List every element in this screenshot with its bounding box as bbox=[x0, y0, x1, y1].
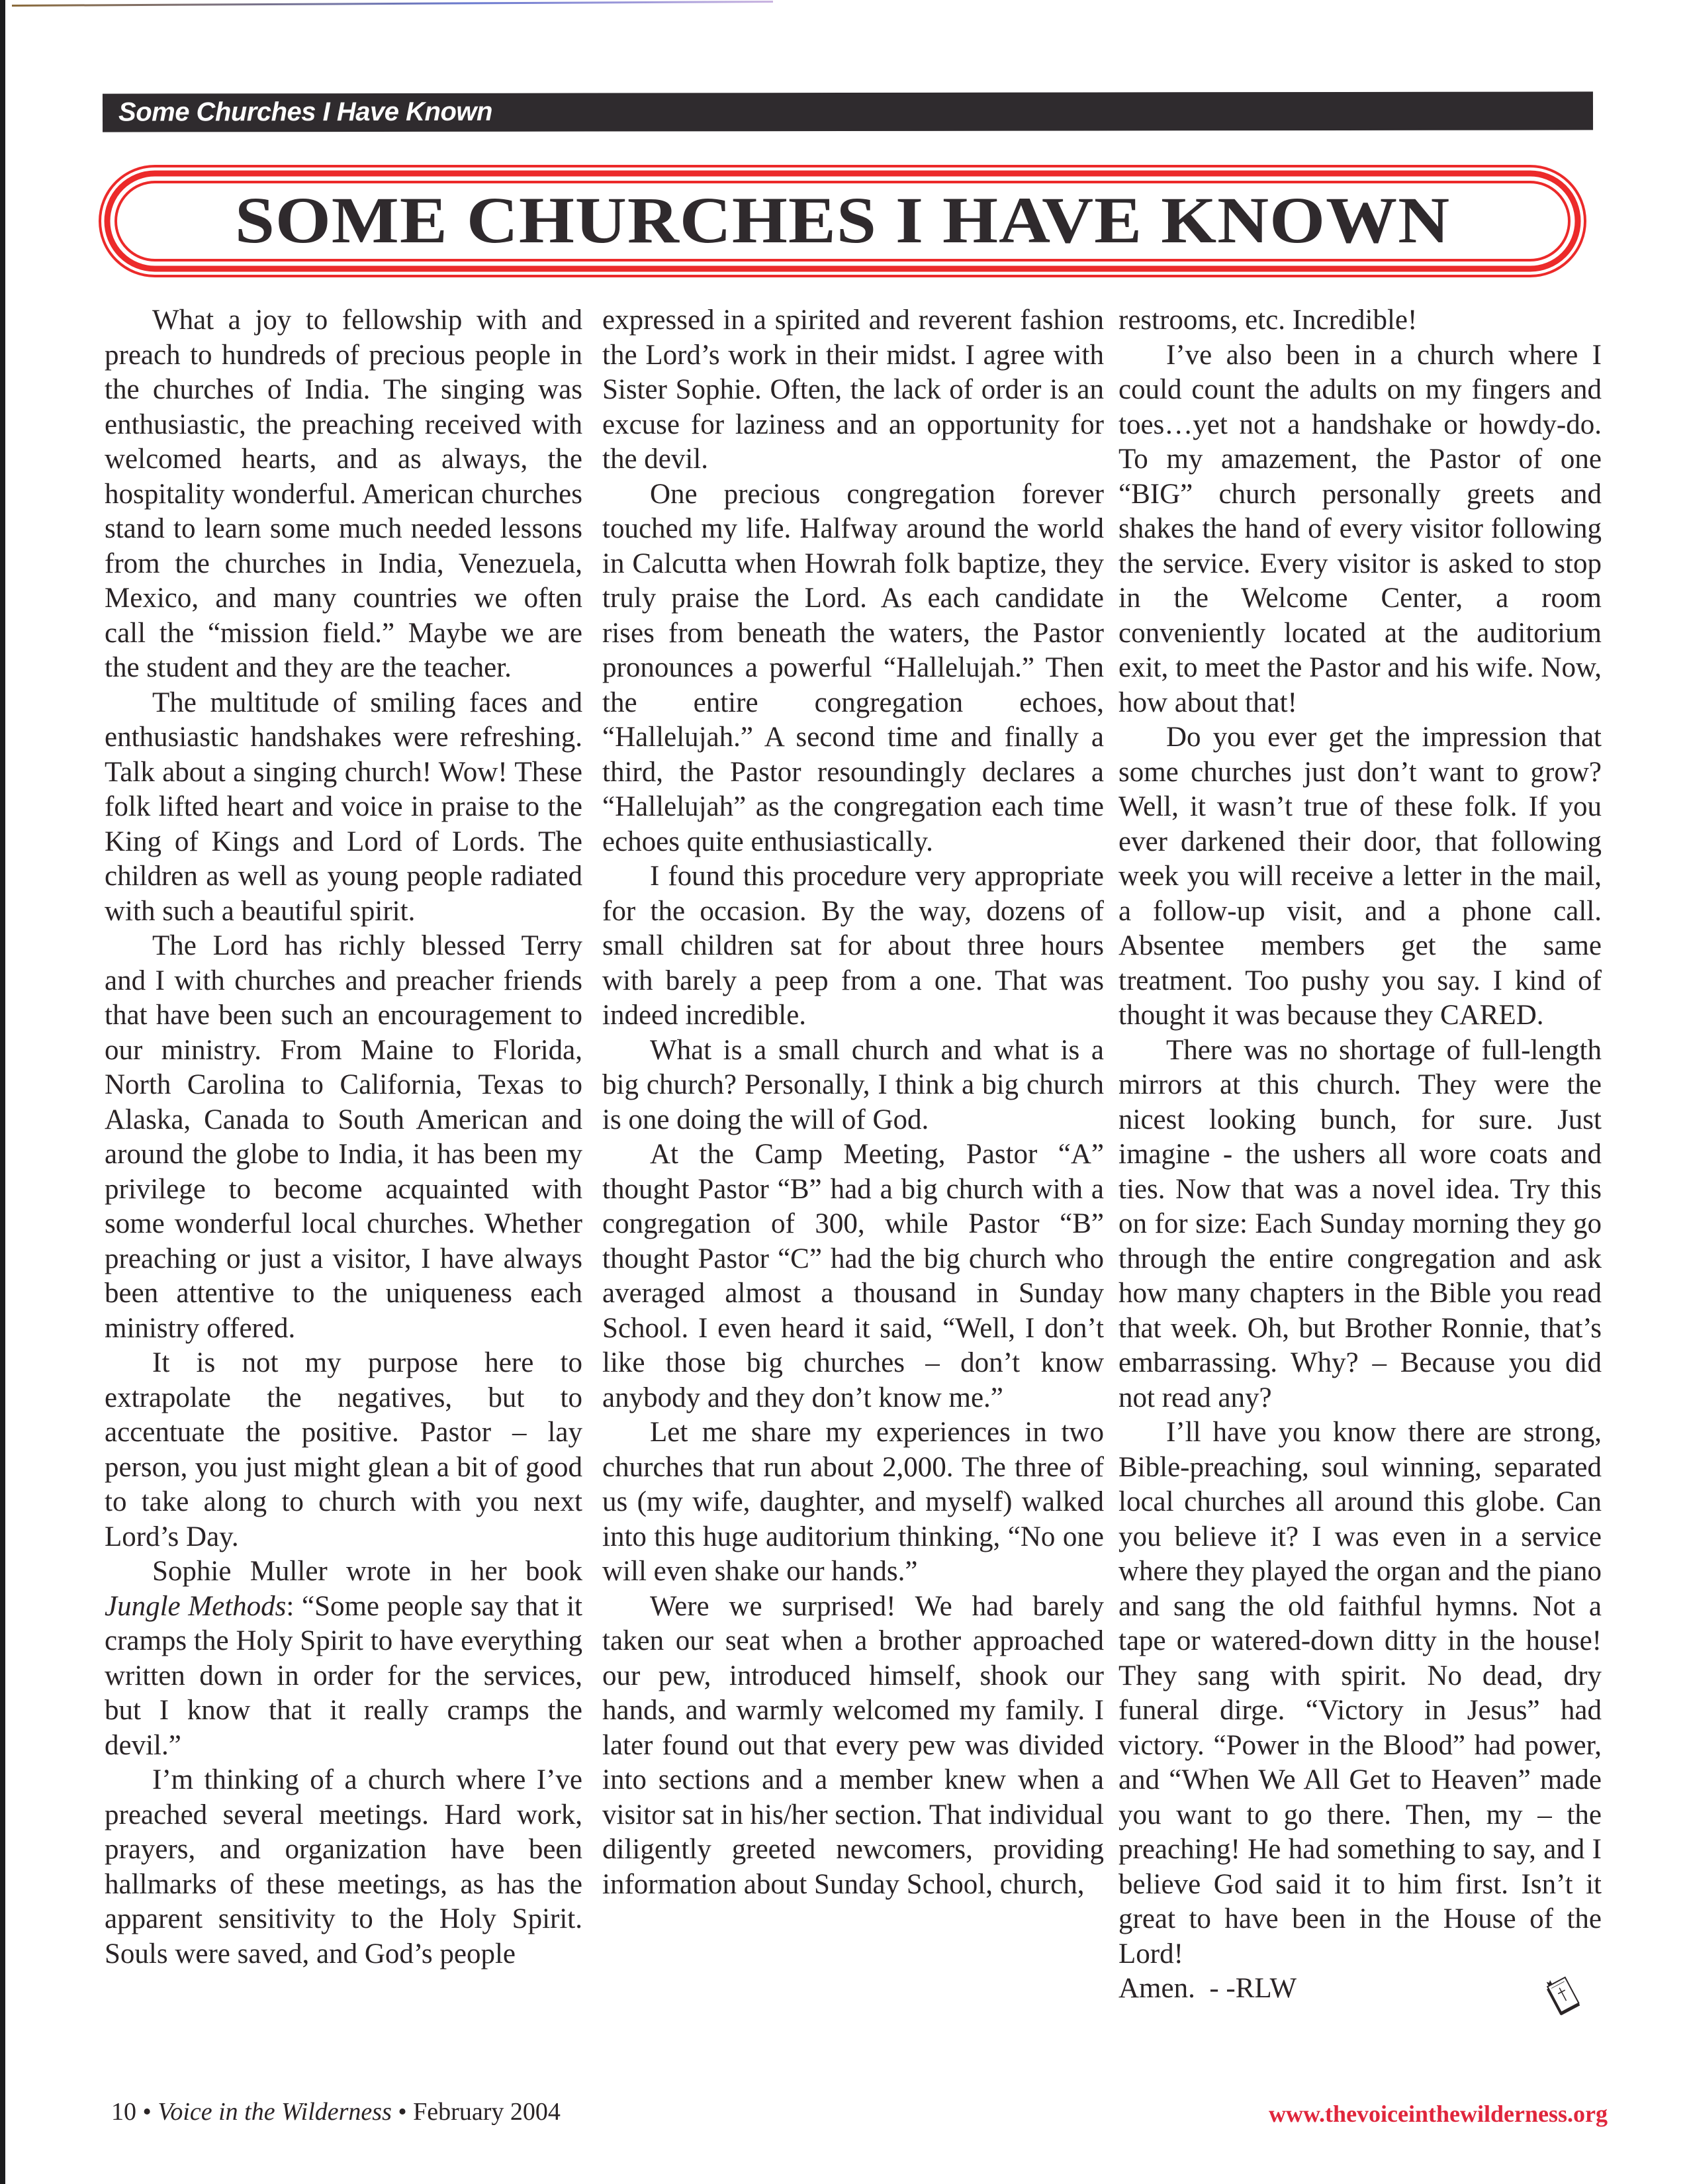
paragraph: I’ll have you know there are strong, Bible-preaching, soul winning, separated local churches all around this globe. Can you believe it? I was even in a service where they played the organ and the piano and sang the old faithful hymns. Not a tape or watered-down ditty in the house! They sang with spirit. No dead, dry funeral dirge. “Victory in Jesus” had victory. “Power in the Blood” had power, and “When We All Get to Heaven” made you want to go there. Then, my – the preaching! He had something to say, and I believe God said it to him first. Isn’t it great to have been in the House of the Lord! bbox=[1118, 1417, 1602, 1970]
page-footer-left bbox=[111, 2097, 561, 2126]
paragraph: What is a small church and what is a big church? Personally, I think a big church is one doing the will of God. bbox=[602, 1034, 1104, 1135]
paragraph: The multitude of smiling faces and enthusiastic handshakes were refreshing. Talk about a singing church! Wow! These folk lifted heart and voice in praise to the King of Kings and Lord of Lords. The children as well as young people radiated with such a beautiful spirit. bbox=[105, 687, 582, 927]
paragraph: It is not my purpose here to extrapolate the negatives, but to accentuate the positive. Pastor – lay person, you just might glean a bit of good to take along to church with you next Lord’s Day. bbox=[105, 1347, 582, 1552]
scan-top-rule bbox=[12, 1, 773, 7]
issue-date: February 2004 bbox=[413, 2098, 561, 2126]
signoff-row bbox=[1118, 1971, 1602, 2018]
text-span: : “Some people say that it cramps the Holy Spirit to have everything written down in order for the services, but I know that it really cramps the devil.” bbox=[105, 1590, 582, 1761]
article-column-1 bbox=[105, 303, 582, 1971]
article-column-3 bbox=[1118, 303, 1602, 2018]
text-span: Sophie Muller wrote in her book bbox=[152, 1556, 582, 1587]
article-column-2 bbox=[602, 303, 1104, 1902]
paragraph: I found this procedure very appropriate for the occasion. By the way, dozens of small children sat for about three hours with barely a peep from a one. That was indeed incredible. bbox=[602, 861, 1104, 1031]
paragraph: The Lord has richly blessed Terry and I with churches and preacher friends that have been such an encouragement to our ministry. From Maine to Florida, North Carolina to California, Texas to Alaska, Canada to South American and around the globe to India, it has been my privilege to become acquainted with some wonderful local churches. Whether preaching or just a visitor, I have always been attentive to the uniqueness each ministry offered. bbox=[105, 930, 582, 1344]
paragraph: I’m thinking of a church where I’ve preached several meetings. Hard work, prayers, and organization have been hallmarks of these meetings, as has the apparent sensitivity to the Holy Spirit. Souls were saved, and God’s people bbox=[105, 1764, 582, 1970]
bible-icon bbox=[1545, 1974, 1586, 2018]
book-title: Jungle Methods bbox=[105, 1590, 287, 1622]
paragraph: What a joy to fellowship with and preach to hundreds of precious people in the churches of India. The singing was enthusiastic, the preaching received with welcomed hearts, and as always, the hospitality wonderful. American churches stand to learn some much needed lessons from the churches in India, Venezuela, Mexico, and many countries we often call the “mission field.” Maybe we are the student and they are the teacher. bbox=[105, 305, 582, 683]
paragraph bbox=[105, 1554, 582, 1763]
footer-separator: • bbox=[142, 2098, 152, 2126]
paragraph: There was no shortage of full-length mirrors at this church. They were the nicest looking bunch, for sure. Just imagine - the ushers all wore coats and ties. Now that was a novel idea. Try this on for size: Each Sunday morning they go through the entire congregation and ask how many chapters in the Bible you read that week. Oh, but Brother Ronnie, that’s embarrassing. Why? – Because you did not read any? bbox=[1118, 1034, 1602, 1413]
paragraph-continued: restrooms, etc. Incredible! bbox=[1118, 305, 1418, 336]
paragraph: One precious congregation forever touched my life. Halfway around the world in Calcutta when Howrah folk baptize, they truly praise the Lord. As each candidate rises from beneath the waters, the Pastor pronounces a powerful “Hallelujah.” Then the entire congregation echoes, “Hallelujah.” A second time and finally a third, the Pastor resoundingly declares a “Hallelujah” as the congregation each time echoes quite enthusiastically. bbox=[602, 478, 1104, 857]
paragraph: At the Camp Meeting, Pastor “A” thought Pastor “B” had a big church with a congregation of 300, while Pastor “B” thought Pastor “C” had the big church who averaged almost a thousand in Sunday School. I even heard it said, “Well, I don’t like those big churches – don’t know anybody and they don’t know me.” bbox=[602, 1139, 1104, 1413]
paragraph: Let me share my experiences in two churches that run about 2,000. The three of us (my wife, daughter, and myself) walked into this huge auditorium thinking, “No one will even shake our hands.” bbox=[602, 1417, 1104, 1587]
signoff: Amen. - -RLW bbox=[1118, 1973, 1297, 2004]
paragraph-continued: expressed in a spirited and reverent fashion the Lord’s work in their midst. I agree with Sister Sophie. Often, the lack of order is an excuse for laziness and an opportunity for the devil. bbox=[602, 305, 1104, 475]
website-link[interactable]: www.thevoiceinthewilderness.org bbox=[1269, 2101, 1608, 2127]
article-title-box bbox=[98, 164, 1587, 278]
footer-separator: • bbox=[398, 2098, 407, 2126]
article-title: SOME CHURCHES I HAVE KNOWN bbox=[234, 184, 1451, 258]
paragraph: I’ve also been in a church where I could count the adults on my fingers and toes…yet not a handshake or howdy-do. To my amazement, the Pastor of one “BIG” church personally greets and shakes the hand of every visitor following the service. Every visitor is asked to stop in the Welcome Center, a room conveniently located at the auditorium exit, to meet the Pastor and his wife. Now, how about that! bbox=[1118, 339, 1602, 718]
paragraph: Were we surprised! We had barely taken our seat when a brother approached our pew, introduced himself, shook our hands, and warmly welcomed my family. I later found out that every pew was divided into sections and a member knew when a visitor sat in his/her section. That individual diligently greeted newcomers, providing information about Sunday School, church, bbox=[602, 1590, 1104, 1900]
section-header-label: Some Churches I Have Known bbox=[118, 97, 492, 127]
publication-name: Voice in the Wilderness bbox=[158, 2098, 392, 2126]
scan-page-edge bbox=[0, 0, 5, 2184]
page-number: 10 bbox=[111, 2098, 136, 2126]
article-body bbox=[105, 303, 1602, 2077]
section-header-bar bbox=[103, 91, 1593, 132]
paragraph: Do you ever get the impression that some churches just don’t want to grow? Well, it wasn’t true of these folk. If you ever darkened their door, that following week you will receive a letter in the mail, a follow-up visit, and a phone call. Absentee members get the same treatment. Too pushy you say. I kind of thought it was because they CARED. bbox=[1118, 722, 1602, 1031]
